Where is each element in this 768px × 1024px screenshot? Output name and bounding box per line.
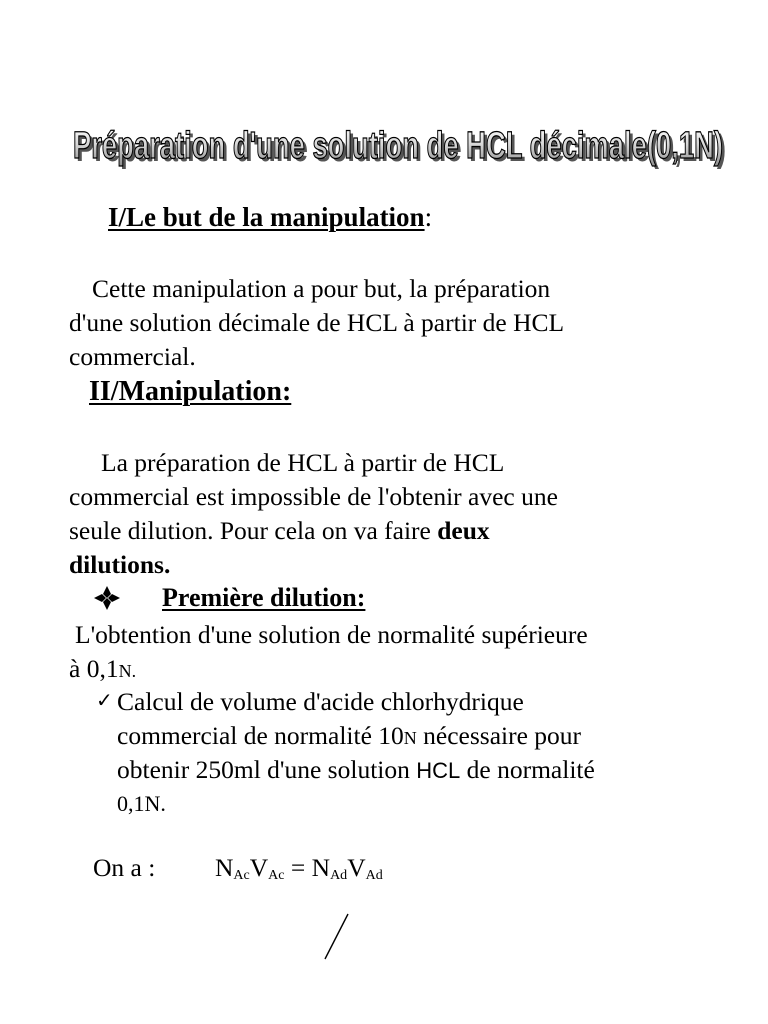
section-2-bold-dilutions: dilutions. — [69, 550, 171, 579]
wordart-title-graphic — [68, 118, 728, 174]
title-text: Préparation d'une solution de HCL décimale(0,1N) — [73, 125, 723, 167]
calcul-line-3 — [117, 753, 595, 788]
slash-stroke — [320, 912, 352, 962]
formula-equals: = — [284, 853, 312, 882]
dilution-1-unit: N. — [118, 661, 137, 681]
section-2-line-3-text: seule dilution. Pour cela on va faire — [69, 516, 438, 545]
formula-v-ac: V — [249, 853, 269, 882]
section-1-line-3: commercial. — [69, 342, 196, 371]
dilution-1-line-1: L'obtention d'une solution de normalité supérieure — [75, 620, 588, 649]
dilution-1-heading-text: Première dilution: — [162, 583, 366, 612]
section-2-bold-deux: deux — [437, 516, 490, 545]
formula-sub-ad-1: Ad — [330, 868, 348, 883]
formula-n-ac: N — [215, 853, 234, 882]
calcul-line-3-suffix: de normalité — [460, 755, 595, 784]
calcul-line-2-suffix: nécessaire pour — [416, 721, 582, 750]
formula-label: On a : — [93, 853, 156, 882]
calcul-line-2-text: commercial de normalité 10 — [117, 721, 404, 750]
dilution-1-line-2-text: à 0,1 — [69, 654, 119, 683]
document-title — [68, 118, 728, 174]
section-2-line-2: commercial est impossible de l'obtenir avec une — [69, 482, 558, 511]
section-2-line-4 — [69, 548, 170, 582]
section-2-line-1: La préparation de HCL à partir de HCL — [101, 448, 505, 477]
calcul-line-1: Calcul de volume d'acide chlorhydrique — [117, 687, 524, 716]
section-1-line-2: d'une solution décimale de HCL à partir de HCL — [69, 308, 565, 337]
formula-sub-ac-2: Ac — [268, 868, 285, 883]
calcul-line-3-text: obtenir 250ml d'une solution — [117, 755, 417, 784]
section-1-heading-colon: : — [424, 202, 433, 232]
formula-equation — [215, 851, 383, 893]
diamond-fleuron-icon — [93, 585, 121, 616]
section-1-line-1: Cette manipulation a pour but, la préparation — [92, 274, 551, 303]
calcul-unit-n: N — [403, 728, 417, 748]
calcul-line-2 — [117, 719, 581, 755]
section-2-heading — [69, 376, 291, 408]
calcul-line-4: 0,1N. — [117, 791, 166, 816]
formula-sub-ad-2: Ad — [365, 868, 383, 883]
formula-sub-ac-1: Ac — [233, 868, 250, 883]
formula-v-ad: V — [347, 853, 366, 882]
dilution-1-line-2 — [69, 652, 136, 688]
section-1-heading — [108, 202, 432, 233]
formula-n-ad: N — [311, 853, 331, 882]
check-icon: ✓ — [96, 688, 113, 712]
section-2-heading-text: II/Manipulation: — [89, 376, 292, 407]
section-2-line-3 — [69, 514, 490, 548]
dilution-1-heading — [162, 583, 395, 613]
calcul-hcl: HCL — [416, 758, 461, 783]
section-1-heading-text: I/Le but de la manipulation — [108, 202, 425, 232]
title-shadow: Préparation d'une solution de HCL décimale(0,1N) — [76, 128, 726, 170]
